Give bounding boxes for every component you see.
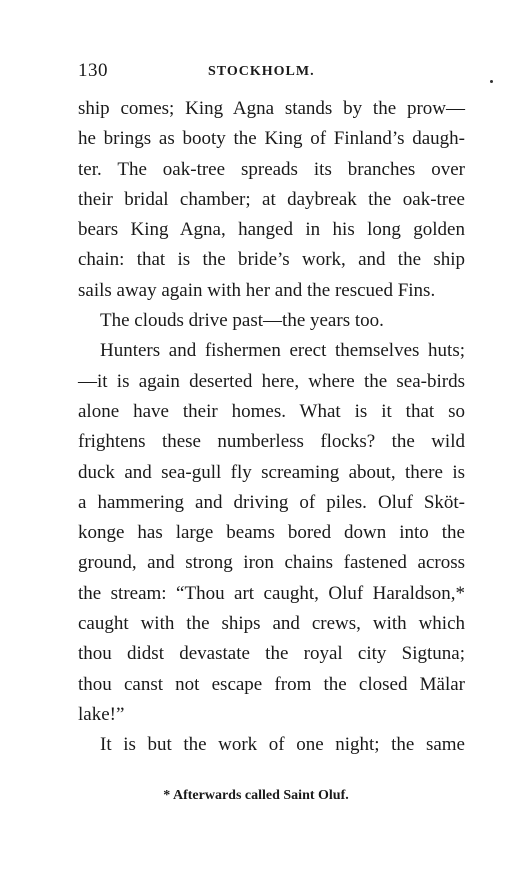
page-header — [78, 60, 468, 86]
text-line: Hunters and fishermen erect themselves huts; — [100, 340, 465, 362]
footnote: * Afterwards called Saint Oluf. — [163, 788, 349, 803]
text-line: lake!” — [78, 703, 125, 725]
text-line: bears King Agna, hanged in his long golden — [78, 219, 465, 241]
running-title: STOCKHOLM. — [208, 64, 315, 79]
text-line: sails away again with her and the rescued Fins. — [78, 279, 436, 301]
text-line: the stream: “Thou art caught, Oluf Haraldson,* — [78, 582, 465, 604]
text-line: chain: that is the bride’s work, and the ship — [78, 249, 465, 271]
text-line: It is but the work of one night; the same — [100, 734, 465, 756]
text-line: thou didst devastate the royal city Sigtuna; — [78, 643, 465, 665]
text-line: The clouds drive past—the years too. — [100, 310, 384, 332]
text-line: alone have their homes. What is it that so — [78, 400, 465, 422]
text-line: ground, and strong iron chains fastened across — [78, 552, 465, 574]
text-line: a hammering and driving of piles. Oluf Sköt- — [78, 491, 465, 513]
text-line: ship comes; King Agna stands by the prow— — [78, 98, 465, 119]
text-line: thou canst not escape from the closed Mälar — [78, 673, 465, 695]
body-text — [78, 94, 465, 761]
text-line: konge has large beams bored down into the — [78, 522, 465, 544]
text-line: duck and sea-gull fly screaming about, there is — [78, 461, 465, 483]
text-line: caught with the ships and crews, with which — [78, 613, 465, 635]
text-line: frightens these numberless flocks? the wild — [78, 431, 465, 453]
text-line: ter. The oak-tree spreads its branches over — [78, 158, 465, 180]
text-line: their bridal chamber; at daybreak the oak-tree — [78, 188, 465, 210]
print-speck — [490, 80, 493, 83]
text-line: he brings as booty the King of Finland’s daugh- — [78, 128, 465, 150]
page-number: 130 — [78, 60, 108, 81]
text-line: —it is again deserted here, where the sea-birds — [78, 370, 465, 392]
